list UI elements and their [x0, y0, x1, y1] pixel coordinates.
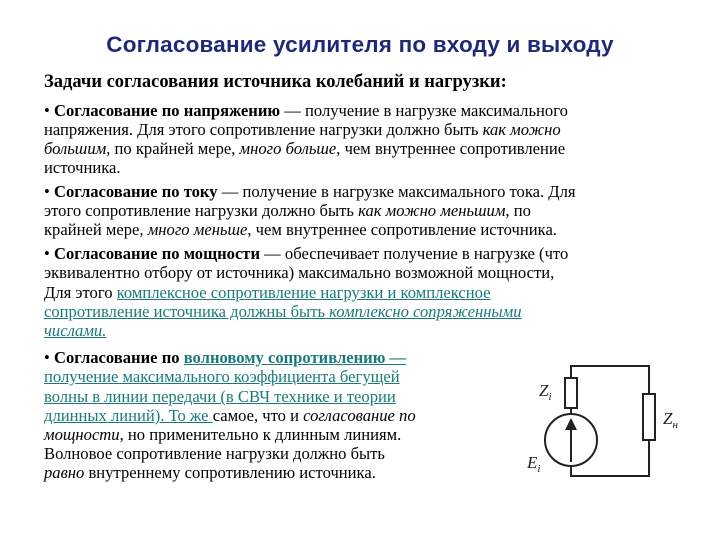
term-current-matching: Согласование по току [53, 182, 218, 201]
text-span: Для этого [44, 283, 117, 302]
text-line [44, 387, 396, 406]
slide-title: Согласование усилителя по входу и выходу [106, 32, 614, 57]
text-span: источника. [44, 158, 121, 177]
term-power-matching: Согласование по мощности [53, 244, 261, 263]
link-complex-conjugate[interactable]: числами. [44, 321, 107, 340]
text-line [44, 367, 400, 386]
text-line [44, 321, 106, 340]
text-line [44, 444, 385, 463]
text-line [44, 348, 406, 367]
text-line [44, 283, 490, 302]
emphasis: мощности [44, 425, 120, 444]
emphasis: много меньше [147, 220, 248, 239]
link-wave-impedance[interactable]: волны в линии передачи (в СВЧ технике и теории [44, 387, 396, 406]
emphasis: как можно меньшим [358, 201, 506, 220]
text-line [44, 302, 522, 321]
bullet: • [44, 182, 54, 201]
text-span: , чем внутреннее сопротивление [336, 139, 566, 158]
text-line [44, 201, 531, 220]
link-complex-impedance[interactable]: сопротивление источника должны быть [44, 302, 330, 321]
emphasis: большим [44, 139, 107, 158]
link-complex-impedance[interactable]: комплексное сопротивление нагрузки и комплексное [116, 283, 491, 302]
bullet: • [44, 244, 54, 263]
text-line [44, 244, 568, 263]
emphasis: много больше [239, 139, 337, 158]
text-span: , по крайней мере, [106, 139, 240, 158]
text-line [44, 182, 576, 201]
bullet: • [44, 101, 54, 120]
text-line [44, 406, 416, 425]
resistor-zn [643, 394, 655, 440]
text-line [44, 220, 557, 239]
link-wave-impedance[interactable]: получение максимального коэффициента бегущей [44, 367, 400, 386]
text-span: Волновое сопротивление нагрузки должно быть [44, 444, 385, 463]
label-zn: $Z_н$ [663, 409, 678, 431]
text-span: — получение в нагрузке максимального тока. Для [217, 182, 576, 201]
text-span: крайней мере, [44, 220, 148, 239]
text-span: — обеспечивает получение в нагрузке (что [260, 244, 569, 263]
term-wave-impedance-matching: Согласование по [53, 348, 184, 367]
link-wave-impedance[interactable]: волновому сопротивлению — [183, 348, 407, 367]
text-span: этого сопротивление нагрузки должно быть [44, 201, 359, 220]
label-zi: $Z_i$ [539, 381, 552, 403]
text-span: напряжения. Для этого сопротивление нагрузки должно быть [44, 120, 483, 139]
term-voltage-matching: Согласование по напряжению [53, 101, 281, 120]
text-span: , но применительно к длинным линиям. [119, 425, 402, 444]
circuit-diagram [505, 362, 705, 490]
text-line [44, 120, 561, 139]
text-line [44, 463, 376, 482]
text-span: эквивалентно отбору от источника) максимально возможной мощности, [44, 263, 555, 282]
text-span: , по [505, 201, 531, 220]
emphasis: согласование по [303, 406, 416, 425]
text-span: внутреннему сопротивлению источника. [84, 463, 376, 482]
text-span: — получение в нагрузке максимального [280, 101, 568, 120]
text-span: самое, что и [212, 406, 304, 425]
resistor-zi [565, 378, 577, 408]
slide-subtitle: Задачи согласования источника колебаний и нагрузки: [44, 72, 507, 92]
link-complex-conjugate[interactable]: комплексно сопряженными [329, 302, 522, 321]
text-line [44, 139, 565, 158]
text-line [44, 101, 568, 120]
text-line [44, 425, 401, 444]
bullet: • [44, 348, 54, 367]
emphasis: как можно [482, 120, 561, 139]
link-wave-impedance[interactable]: длинных линий). То же [44, 406, 213, 425]
text-line [44, 263, 554, 282]
emphasis: равно [44, 463, 85, 482]
label-ei: $E_i$ [527, 453, 541, 475]
text-line [44, 158, 121, 177]
wire-top [571, 366, 649, 394]
text-span: , чем внутреннее сопротивление источника. [247, 220, 557, 239]
